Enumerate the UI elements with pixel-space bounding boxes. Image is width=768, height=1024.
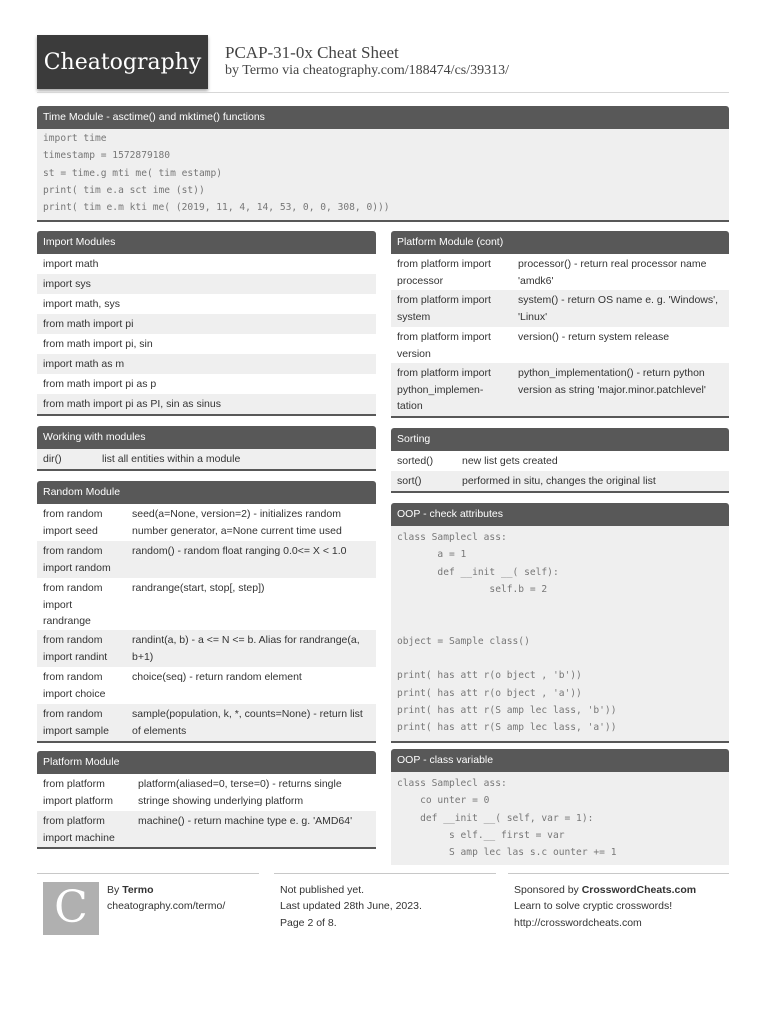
row-key: from platform import machine: [43, 815, 115, 844]
row-value: system() - return OS name e. g. 'Windows', 'Linux': [518, 294, 719, 323]
section-title: Platform Module: [37, 751, 376, 774]
section-import-modules: [37, 231, 376, 416]
list-item: import sys: [37, 274, 376, 294]
section-footer-bar: [37, 847, 376, 849]
row-value: new list gets created: [462, 455, 558, 467]
section-footer-bar: [37, 469, 376, 471]
avatar[interactable]: C: [43, 882, 99, 935]
header-divider: [37, 92, 729, 93]
row-key: from platform import platform: [43, 778, 114, 807]
table-row: [391, 254, 729, 290]
sheet-title: PCAP-31-0x Cheat Sheet: [225, 43, 399, 62]
footer-sponsor: [508, 873, 729, 941]
code-line: def __init __( self):: [397, 566, 559, 578]
code-line: print( has att r(S amp lec lass, 'b')): [397, 704, 617, 716]
author-url-link[interactable]: cheatography.com/termo/: [107, 900, 226, 913]
table-row: [37, 449, 376, 469]
section-footer-bar: [37, 741, 376, 743]
section-title: OOP - check attributes: [391, 503, 729, 526]
code-line: object = Sample class(): [397, 635, 530, 647]
code-line: [391, 598, 729, 615]
row-value: version() - return system release: [518, 331, 670, 343]
code-line: class Samplecl ass:: [397, 532, 507, 543]
section-footer-bar: [37, 220, 729, 222]
code-line: [391, 615, 729, 632]
row-key: from platform import processor: [397, 258, 491, 287]
row-key: from random import randrange: [43, 582, 103, 627]
section-oop-check-attributes: [391, 503, 729, 743]
list-item: from math import pi as p: [43, 378, 157, 390]
sheet-byline[interactable]: by Termo via cheatography.com/188474/cs/39313/: [225, 63, 510, 78]
code-line: print( tim e.m kti me( (2019, 11, 4, 14, 53, 0, 0, 308, 0))): [43, 202, 390, 214]
row-value: processor() - return real processor name 'amdk6': [518, 258, 707, 287]
section-title: Random Module: [37, 481, 376, 504]
table-row: [37, 504, 376, 541]
table-row: [37, 541, 376, 578]
last-updated: Last updated 28th June, 2023.: [280, 900, 422, 913]
page-number: Page 2 of 8.: [280, 916, 337, 929]
section-title: OOP - class variable: [391, 749, 729, 772]
published-status: Not published yet.: [280, 884, 365, 896]
sponsor-tagline: Learn to solve cryptic crosswords!: [514, 900, 673, 913]
section-title: Sorting: [391, 428, 729, 451]
row-value: list all entities within a module: [102, 453, 241, 465]
row-key: from random import sample: [43, 708, 109, 737]
sponsor-url-link[interactable]: http://crosswordcheats.com: [514, 916, 642, 929]
section-title: Time Module - asctime() and mktime() functions: [37, 106, 729, 129]
row-key: sorted(): [397, 455, 434, 467]
list-item: from math import pi as PI, sin as sinus: [37, 394, 376, 414]
code-line: def __init __( self, var = 1):: [397, 812, 594, 824]
table-row: [391, 471, 729, 491]
row-value: sample(population, k, *, counts=None) - return list of elements: [132, 708, 363, 737]
code-block: [391, 526, 729, 741]
row-key: from platform import system: [397, 294, 491, 323]
list-item: from math import pi, sin: [43, 338, 153, 350]
table-row: [37, 774, 376, 811]
row-value: platform(aliased=0, terse=0) - returns single stringe showing underlying platform: [138, 778, 342, 807]
section-platform-module: [37, 751, 376, 849]
sponsor-link[interactable]: CrosswordCheats.com: [581, 884, 697, 896]
row-key: from random import seed: [43, 508, 103, 537]
list-item: import math: [43, 258, 99, 270]
row-key: dir(): [43, 453, 62, 465]
section-footer-bar: [391, 491, 729, 493]
section-working-with-modules: [37, 426, 376, 471]
row-key: sort(): [397, 475, 422, 487]
section-footer-bar: [391, 741, 729, 743]
list-item: import math, sys: [43, 298, 121, 310]
code-line: co unter = 0: [397, 795, 490, 807]
by-label: By: [107, 884, 120, 896]
code-block: [391, 772, 729, 865]
table-row: [37, 578, 376, 630]
row-value: random() - random float ranging 0.0<= X < 1.0: [132, 545, 347, 557]
row-value: choice(seq) - return random element: [132, 671, 302, 683]
section-title: Platform Module (cont): [391, 231, 729, 254]
footer-author: [37, 873, 259, 941]
code-line: a = 1: [397, 549, 467, 561]
row-value: randint(a, b) - a <= N <= b. Alias for randrange(a, b+1): [132, 634, 360, 663]
row-value: randrange(start, stop[, step]): [132, 582, 265, 594]
section-footer-bar: [37, 414, 376, 416]
list-item: from math import pi: [37, 314, 376, 334]
code-line: S amp lec las s.c ounter += 1: [397, 847, 617, 859]
row-value: seed(a=None, version=2) - initializes random number generator, a=None current time used: [132, 508, 342, 537]
footer-publish-info: [274, 873, 496, 941]
sponsor-label: Sponsored by: [514, 884, 579, 896]
section-random-module: [37, 481, 376, 743]
section-platform-module-cont: [391, 231, 729, 418]
table-row: [37, 630, 376, 667]
row-value: machine() - return machine type e. g. 'AMD64': [138, 815, 353, 827]
table-row: [37, 811, 376, 847]
section-sorting: [391, 428, 729, 493]
code-line: st = time.g mti me( tim estamp): [43, 167, 223, 179]
code-block: [37, 129, 729, 220]
list-item: import math as m: [37, 354, 376, 374]
row-key: from platform import version: [397, 331, 491, 360]
code-line: print( has att r(o bject , 'b')): [397, 670, 582, 682]
table-row: [391, 290, 729, 327]
section-title: Import Modules: [37, 231, 376, 254]
code-line: import time: [43, 133, 107, 144]
row-key: from random import random: [43, 545, 111, 574]
code-line: [391, 650, 729, 667]
section-title: Working with modules: [37, 426, 376, 449]
row-key: from random import randint: [43, 634, 108, 663]
table-row: [391, 363, 729, 416]
row-key: from random import choice: [43, 671, 106, 700]
section-time-module: [37, 106, 729, 222]
table-row: [37, 704, 376, 741]
table-row: [391, 327, 729, 363]
table-row: [391, 451, 729, 471]
row-value: performed in situ, changes the original list: [462, 475, 656, 487]
code-line: timestamp = 1572879180: [43, 150, 171, 162]
row-key: from platform import python_implemen- tation: [397, 367, 491, 412]
table-row: [37, 667, 376, 704]
code-line: class Samplecl ass:: [397, 778, 507, 789]
code-line: self.b = 2: [397, 583, 548, 595]
cheatography-logo[interactable]: Cheatography: [37, 35, 208, 89]
row-value: python_implementation() - return python version as string 'major.minor.patchlevel': [518, 367, 706, 396]
code-line: print( has att r(o bject , 'a')): [397, 687, 582, 699]
section-oop-class-variable: [391, 749, 729, 865]
page-footer: [37, 873, 729, 943]
section-footer-bar: [391, 416, 729, 418]
code-line: print( tim e.a sct ime (st)): [43, 184, 205, 196]
author-link[interactable]: Termo: [122, 884, 154, 896]
code-line: s elf.__ first = var: [397, 829, 565, 841]
code-line: print( has att r(S amp lec lass, 'a')): [397, 722, 617, 734]
